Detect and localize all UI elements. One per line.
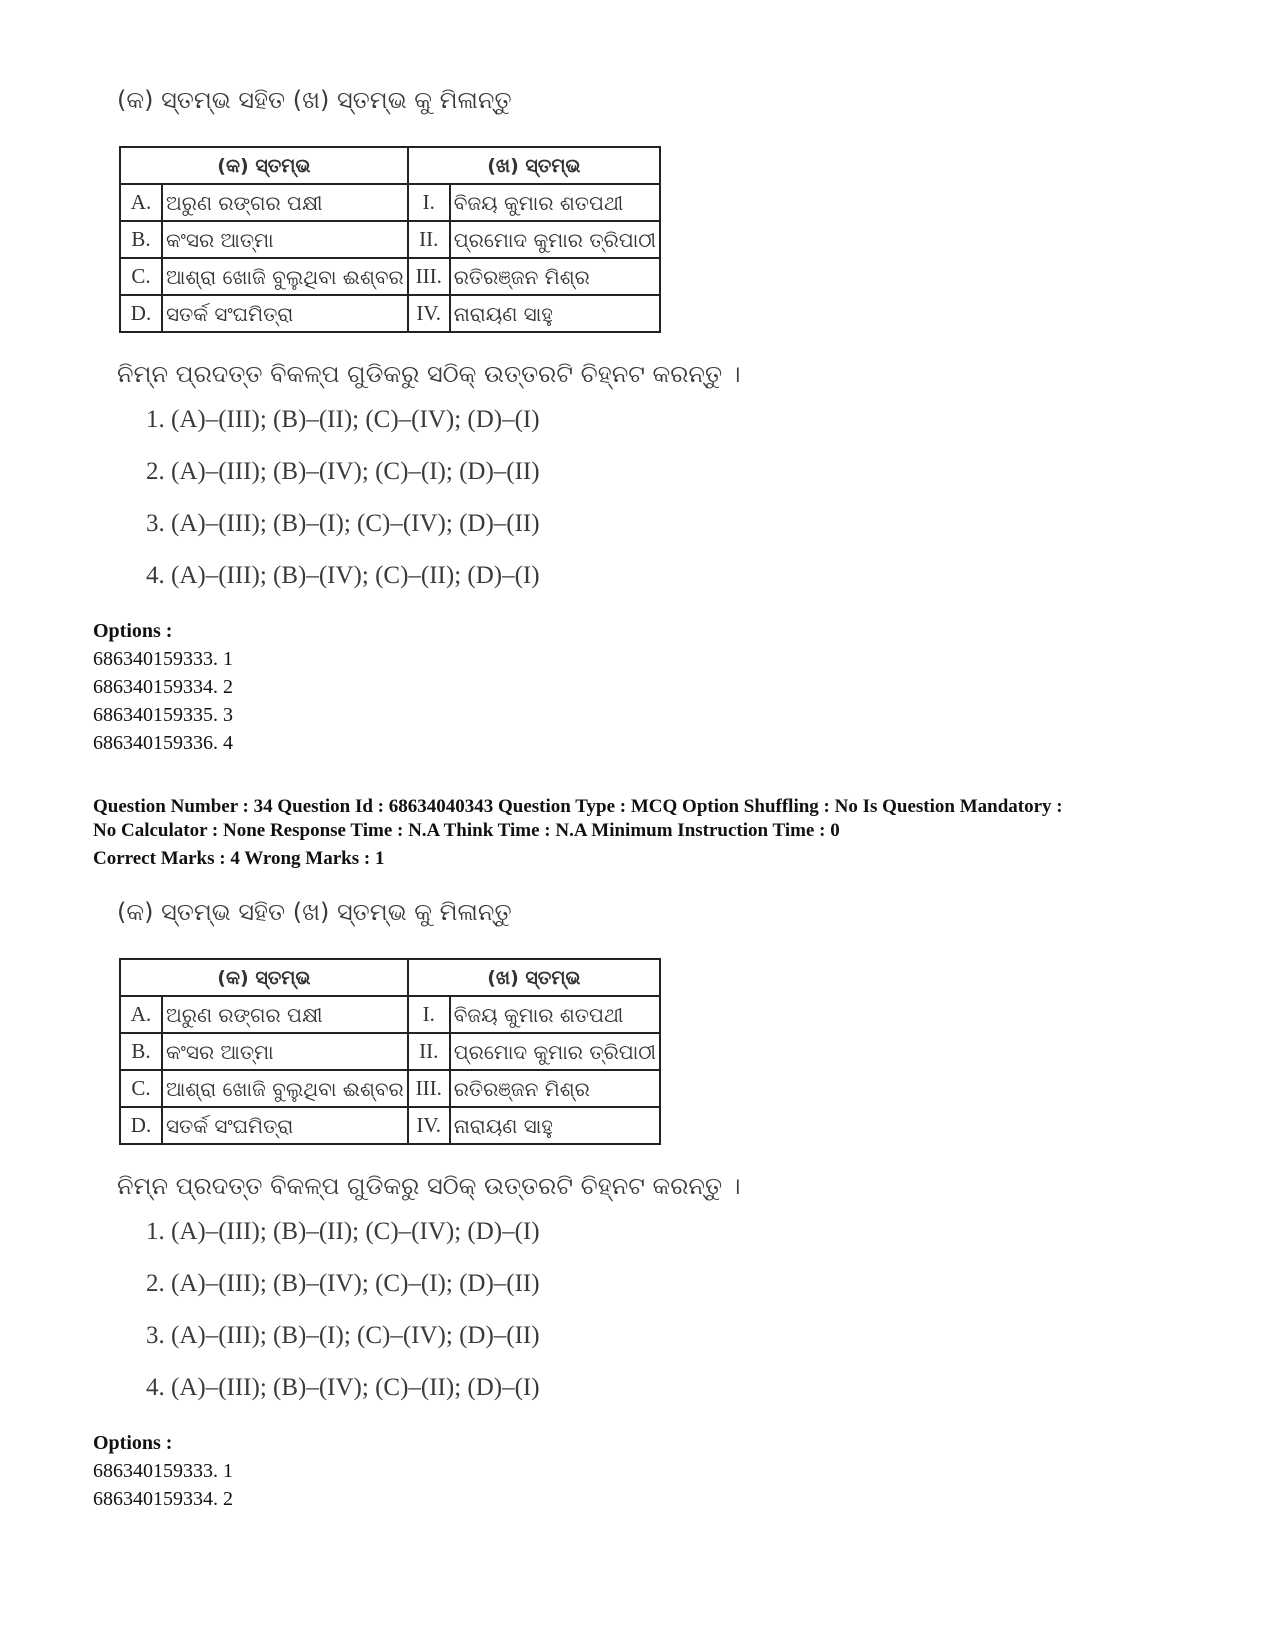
- option-item: 686340159336. 4: [93, 732, 233, 754]
- column-b-header: (ଖ) ସ୍ତମ୍ଭ: [408, 147, 660, 184]
- row-key-a: D.: [120, 1107, 162, 1144]
- row-value-a: ସତର୍କ ସଂଘମିତ୍ରା: [162, 1107, 408, 1144]
- row-value-a: ଅରୁଣ ରଙ୍ଗର ପକ୍ଷୀ: [162, 996, 408, 1033]
- choice-item: 4. (A)–(III); (B)–(IV); (C)–(II); (D)–(I): [146, 562, 540, 589]
- row-key-b: IV.: [408, 295, 450, 332]
- row-key-b: III.: [408, 258, 450, 295]
- choice-item: 4. (A)–(III); (B)–(IV); (C)–(II); (D)–(I): [146, 1374, 540, 1401]
- row-value-a: ଅରୁଣ ରଙ୍ଗର ପକ୍ଷୀ: [162, 184, 408, 221]
- row-value-a: କଂସର ଆତ୍ମା: [162, 221, 408, 258]
- row-key-b: III.: [408, 1070, 450, 1107]
- choice-item: 1. (A)–(III); (B)–(II); (C)–(IV); (D)–(I): [146, 406, 540, 433]
- select-prompt: ନିମ୍ନ ପ୍ରଦତ୍ତ ବିକଳ୍ପ ଗୁଡିକରୁ ସଠିକ୍ ଉତ୍ତରଟି ଚିହ୍ନଟ କରନ୍ତୁ ।: [117, 360, 741, 388]
- question-meta-line-2: No Calculator : None Response Time : N.A Think Time : N.A Minimum Instruction Time : 0: [93, 820, 840, 841]
- options-label: Options :: [93, 1432, 173, 1454]
- choice-item: 2. (A)–(III); (B)–(IV); (C)–(I); (D)–(II): [146, 458, 540, 485]
- row-key-b: II.: [408, 221, 450, 258]
- row-key-a: C.: [120, 258, 162, 295]
- table-row: [120, 221, 660, 258]
- option-item: 686340159335. 3: [93, 704, 233, 726]
- option-item: 686340159333. 1: [93, 1460, 233, 1482]
- row-value-a: ଆଶ୍ରା ଖୋଜି ବୁଲୁଥିବା ଈଶ୍ବର: [162, 1070, 408, 1107]
- row-value-b: ରତିରଞ୍ଜନ ମିଶ୍ର: [450, 1070, 660, 1107]
- table-row: [120, 258, 660, 295]
- column-a-header: (କ) ସ୍ତମ୍ଭ: [120, 147, 408, 184]
- row-value-a: ଆଶ୍ରା ଖୋଜି ବୁଲୁଥିବା ଈଶ୍ବର: [162, 258, 408, 295]
- row-value-a: କଂସର ଆତ୍ମା: [162, 1033, 408, 1070]
- row-value-a: ସତର୍କ ସଂଘମିତ୍ରା: [162, 295, 408, 332]
- option-item: 686340159334. 2: [93, 1488, 233, 1510]
- table-row: [120, 1033, 660, 1070]
- row-key-b: IV.: [408, 1107, 450, 1144]
- table-row: [120, 1070, 660, 1107]
- row-key-b: I.: [408, 996, 450, 1033]
- row-value-b: ପ୍ରମୋଦ କୁମାର ତ୍ରିପାଠୀ: [450, 221, 660, 258]
- table-row: [120, 184, 660, 221]
- options-label: Options :: [93, 620, 173, 642]
- question-marks: Correct Marks : 4 Wrong Marks : 1: [93, 848, 385, 869]
- row-key-a: C.: [120, 1070, 162, 1107]
- choice-item: 1. (A)–(III); (B)–(II); (C)–(IV); (D)–(I): [146, 1218, 540, 1245]
- match-instruction: (କ) ସ୍ତମ୍ଭ ସହିତ (ଖ) ସ୍ତମ୍ଭ କୁ ମିଳାନ୍ତୁ: [117, 898, 512, 926]
- match-instruction: (କ) ସ୍ତମ୍ଭ ସହିତ (ଖ) ସ୍ତମ୍ଭ କୁ ମିଳାନ୍ତୁ: [117, 86, 512, 114]
- select-prompt: ନିମ୍ନ ପ୍ରଦତ୍ତ ବିକଳ୍ପ ଗୁଡିକରୁ ସଠିକ୍ ଉତ୍ତରଟି ଚିହ୍ନଟ କରନ୍ତୁ ।: [117, 1172, 741, 1200]
- choice-item: 3. (A)–(III); (B)–(I); (C)–(IV); (D)–(II): [146, 1322, 540, 1349]
- row-key-a: B.: [120, 221, 162, 258]
- table-row: [120, 295, 660, 332]
- row-key-a: B.: [120, 1033, 162, 1070]
- table-row: [120, 1107, 660, 1144]
- choice-item: 3. (A)–(III); (B)–(I); (C)–(IV); (D)–(II): [146, 510, 540, 537]
- row-value-b: ରତିରଞ୍ଜନ ମିଶ୍ର: [450, 258, 660, 295]
- match-table: [119, 958, 661, 1145]
- question-meta: [93, 795, 1193, 871]
- row-value-b: ବିଜୟ କୁମାର ଶତପଥୀ: [450, 996, 660, 1033]
- row-value-b: ନାରାୟଣ ସାହୁ: [450, 295, 660, 332]
- option-item: 686340159333. 1: [93, 648, 233, 670]
- row-value-b: ନାରାୟଣ ସାହୁ: [450, 1107, 660, 1144]
- option-item: 686340159334. 2: [93, 676, 233, 698]
- table-header-row: [120, 959, 660, 996]
- row-key-a: A.: [120, 184, 162, 221]
- match-table: [119, 146, 661, 333]
- row-key-a: A.: [120, 996, 162, 1033]
- table-row: [120, 996, 660, 1033]
- column-b-header: (ଖ) ସ୍ତମ୍ଭ: [408, 959, 660, 996]
- question-meta-line-1: Question Number : 34 Question Id : 68634040343 Question Type : MCQ Option Shuffling : No Is Question Mandatory :: [93, 796, 1063, 817]
- row-key-a: D.: [120, 295, 162, 332]
- row-key-b: I.: [408, 184, 450, 221]
- row-value-b: ପ୍ରମୋଦ କୁମାର ତ୍ରିପାଠୀ: [450, 1033, 660, 1070]
- row-key-b: II.: [408, 1033, 450, 1070]
- column-a-header: (କ) ସ୍ତମ୍ଭ: [120, 959, 408, 996]
- table-header-row: [120, 147, 660, 184]
- row-value-b: ବିଜୟ କୁମାର ଶତପଥୀ: [450, 184, 660, 221]
- choice-item: 2. (A)–(III); (B)–(IV); (C)–(I); (D)–(II): [146, 1270, 540, 1297]
